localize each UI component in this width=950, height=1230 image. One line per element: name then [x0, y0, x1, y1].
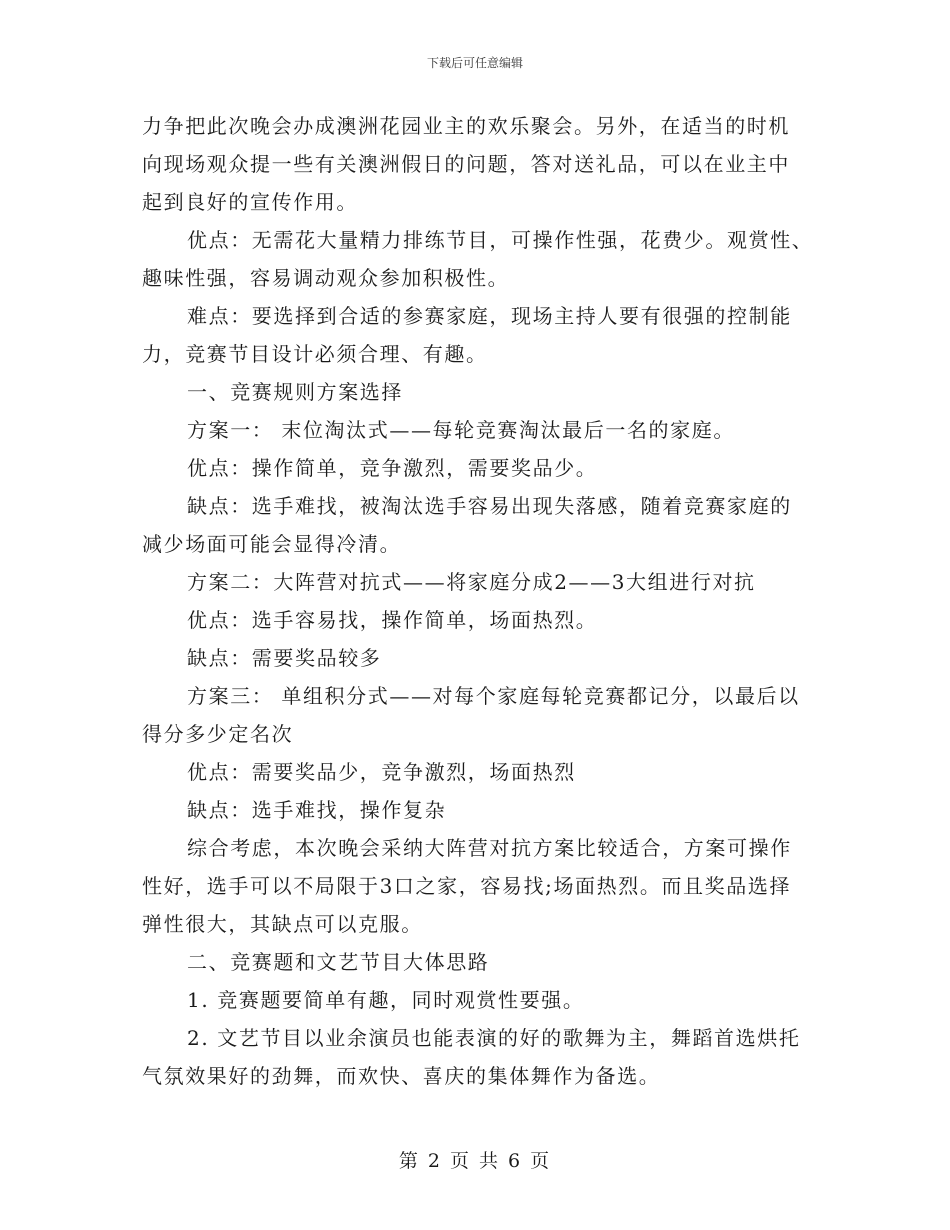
text-line: 优点：选手容易找，操作简单，场面热烈。: [187, 608, 598, 632]
page-number: 第 2 页 共 6 页: [398, 1150, 552, 1172]
text-line: 缺点：选手难找，被淘汰选手容易出现失落感，随着竞赛家庭的: [187, 494, 792, 518]
text-line: 力，竞赛节目设计必须合理、有趣。: [142, 342, 488, 366]
text-line: 减少场面可能会显得冷清。: [142, 532, 402, 556]
header-note: 下载后可任意编辑: [426, 56, 523, 70]
text-line: 向现场观众提一些有关澳洲假日的问题，答对送礼品，可以在业主中: [142, 152, 790, 176]
text-line: 性好，选手可以不局限于3口之家，容易找;场面热烈。而且奖品选择: [142, 874, 792, 898]
text-line: 力争把此次晚会办成澳洲花园业主的欢乐聚会。另外，在适当的时机: [142, 114, 790, 138]
text-line: 优点：操作简单，竞争激烈，需要奖品少。: [187, 456, 598, 480]
text-line: 弹性很大，其缺点可以克服。: [142, 912, 423, 936]
text-line: 一、竞赛规则方案选择: [187, 380, 403, 404]
text-line: 2. 文艺节目以业余演员也能表演的好的歌舞为主，舞蹈首选烘托: [187, 1026, 801, 1050]
text-line: 方案二：大阵营对抗式——将家庭分成2——3大组进行对抗: [187, 570, 756, 594]
text-line: 综合考虑，本次晚会采纳大阵营对抗方案比较适合，方案可操作: [187, 836, 792, 860]
text-line: 气氛效果好的劲舞，而欢快、喜庆的集体舞作为备选。: [142, 1064, 661, 1088]
text-line: 优点：无需花大量精力排练节目，可操作性强，花费少。观赏性、: [187, 228, 814, 252]
text-line: 得分多少定名次: [142, 722, 294, 746]
text-line: 方案三： 单组积分式——对每个家庭每轮竞赛都记分，以最后以: [187, 684, 800, 708]
text-line: 方案一： 末位淘汰式——每轮竞赛淘汰最后一名的家庭。: [187, 418, 735, 442]
text-line: 二、竞赛题和文艺节目大体思路: [187, 950, 490, 974]
text-line: 缺点：选手难找，操作复杂: [187, 798, 447, 822]
document-body: [142, 107, 814, 1095]
text-line: 趣味性强，容易调动观众参加积极性。: [142, 266, 510, 290]
text-line: 起到良好的宣传作用。: [142, 190, 358, 214]
text-line: 难点：要选择到合适的参赛家庭，现场主持人要有很强的控制能: [187, 304, 792, 328]
text-line: 优点：需要奖品少，竞争激烈，场面热烈: [187, 760, 576, 784]
text-line: 缺点：需要奖品较多: [187, 646, 382, 670]
text-line: 1. 竞赛题要简单有趣，同时观赏性要强。: [187, 988, 585, 1012]
